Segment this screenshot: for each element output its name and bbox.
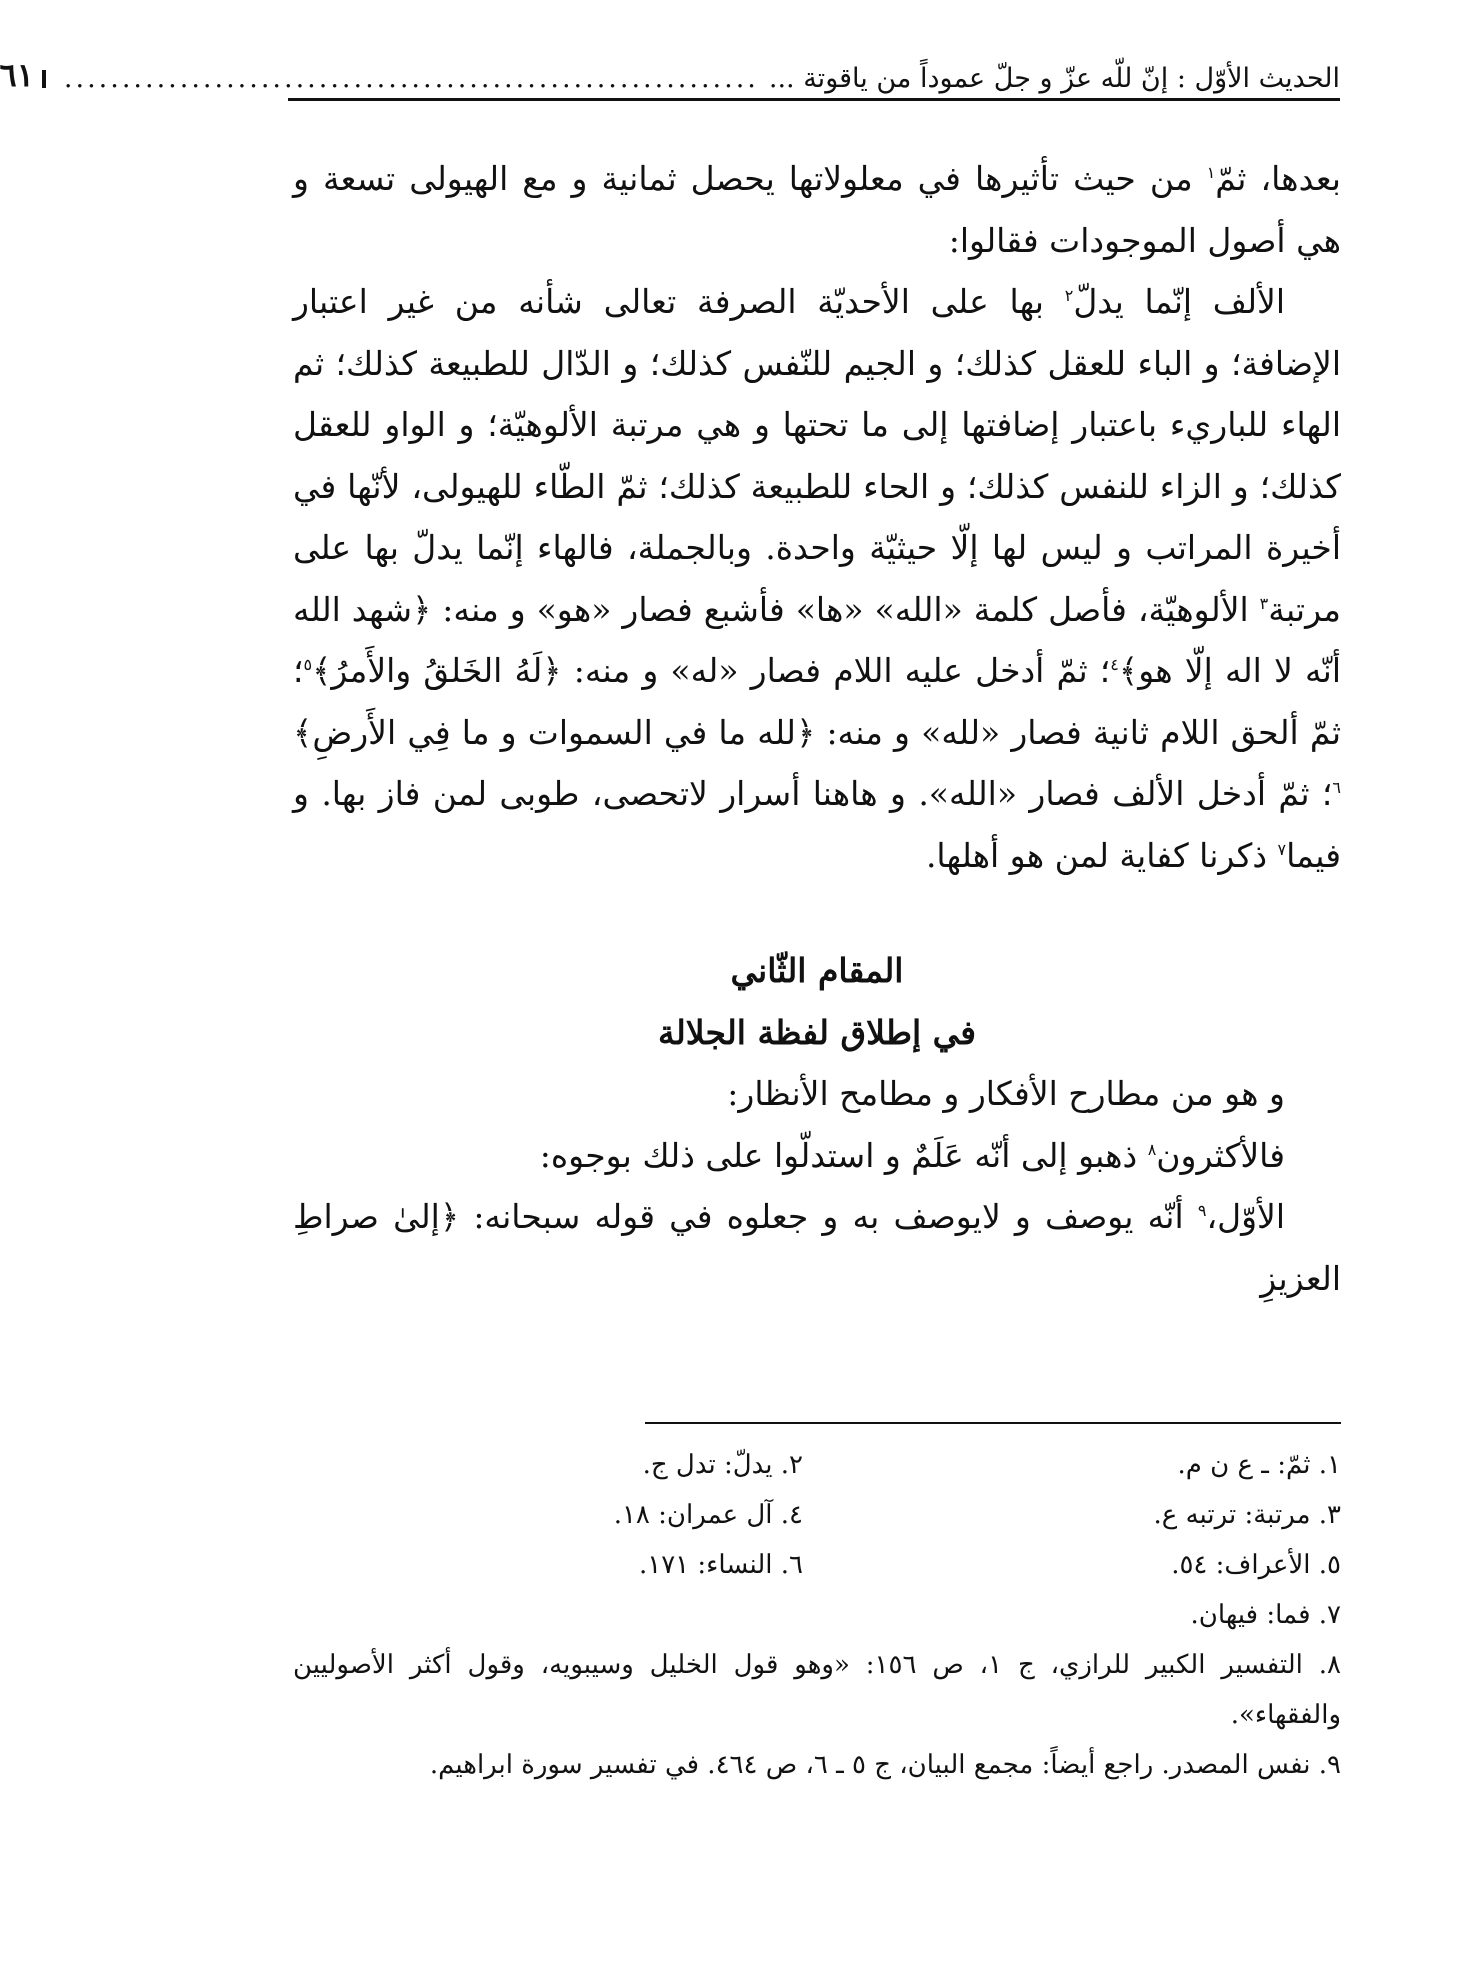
para1-start: بعدها، ثمّ [1215, 159, 1341, 198]
footnote-ref-7: ٧ [1277, 839, 1287, 859]
footnote-ref-4: ٤ [1110, 655, 1119, 674]
footnote-ref-2: ٢ [1064, 286, 1074, 305]
para2-d: ؛ ثمّ أدخل عليه اللام فصار «له» و منه: ﴿لَهُ الخَلقُ والأَمرُ﴾ [312, 651, 1111, 690]
para2-e: ؛ ثمّ ألحق اللام ثانية فصار «لله» و منه: ﴿لله ما في السموات و ما فِي الأَرضِ﴾ [293, 651, 1341, 752]
footnote-ref-1: ١ [1206, 163, 1216, 182]
paragraph-2 [293, 271, 1341, 886]
footnote-7: ٧. فما: فيهان. [1190, 1600, 1341, 1630]
para2-f: ؛ ثمّ أدخل الألف فصار «الله». و هاهنا أسرار لاتحصى، طوبى لمن فاز بها. و فيما [293, 774, 1341, 875]
para1-rest: من حيث تأثيرها في معلولاتها يحصل ثمانية و مع الهيولى تسعة و هي أصول الموجودات فقالوا: [293, 159, 1341, 260]
footnote-8: ٨. التفسير الكبير للرازي، ج ١، ص ١٥٦: «وهو قول الخليل وسيبويه، وقول أكثر الأصوليين والفقهاء». [293, 1650, 1342, 1730]
header-dot-leaders: ............................................................ [63, 63, 759, 94]
footnote-grid [293, 1440, 1341, 1590]
body-text [293, 148, 1341, 1309]
header-rule [288, 98, 1340, 101]
header-title: الحديث الأوّل : إنّ للّه عزّ و جلّ عموداً من ياقوتة ... [768, 63, 1340, 94]
footnote-9: ٩. نفس المصدر. راجع أيضاً: مجمع البيان، ج ٥ ـ ٦، ص ٤٦٤. في تفسير سورة ابراهيم. [429, 1750, 1341, 1780]
line3-a: الأوّل، [1206, 1197, 1285, 1236]
footnotes [293, 1440, 1341, 1790]
footnote-2: ٢. يدلّ: تدل ج. [642, 1450, 803, 1480]
footnote-4: ٤. آل عمران: ١٨. [613, 1500, 803, 1530]
footnote-ref-6: ٦ [1332, 778, 1341, 797]
section-line-2 [293, 1125, 1341, 1187]
footnote-5: ٥. الأعراف: ٥٤. [1171, 1550, 1341, 1580]
para2-g: ذكرنا كفاية لمن هو أهلها. [925, 835, 1278, 875]
footnote-rule [645, 1422, 1341, 1424]
footnote-ref-8: ٨ [1147, 1139, 1157, 1159]
para2-c: الألوهيّة، فأصل كلمة «الله» «ها» فأشبع فصار «هو» و منه: ﴿شهد الله أنّه لا اله إلّا هو﴾ [293, 589, 1342, 690]
footnote-ref-3: ٣ [1259, 593, 1269, 613]
footnote-6: ٦. النساء: ١٧١. [638, 1550, 803, 1580]
footnote-1: ١. ثمّ: ـ ع ن م. [1177, 1450, 1341, 1480]
section-body [293, 1063, 1341, 1309]
line3-b: أنّه يوصف و لايوصف به و جعلوه في قوله سبحانه: ﴿إلىٰ صراطِ العزيزِ [293, 1197, 1341, 1298]
para2-a: الألف إنّما يدلّ [1073, 282, 1286, 321]
header-square-icon [42, 70, 46, 88]
section-line-3 [293, 1186, 1341, 1309]
footnote-ref-5: ٥ [303, 655, 313, 674]
paragraph-1 [293, 148, 1341, 271]
section-line-1: و هو من مطارح الأفكار و مطامح الأنظار: [727, 1074, 1285, 1113]
footnote-ref-9: ٩ [1197, 1201, 1207, 1220]
para2-b: بها على الأحديّة الصرفة تعالى شأنه من غير اعتبار الإضافة؛ و الباء للعقل كذلك؛ و الجيم للنّفس كذلك؛ و الدّال للطبيعة كذلك؛ ثم الهاء للباريء باعتبار إضافتها إلى ما تحتها و هي مرتبة الألوهيّة؛ و الواو للعقل كذلك؛ و الزاء للنفس كذلك؛ و الحاء للطبيعة كذلك؛ ثمّ الطّاء للهيولى، لأنّها في أخيرة المراتب و ليس لها إلّا حيثيّة واحدة. وبالجملة، فالهاء إنّما يدلّ بها على مرتبة [293, 282, 1341, 629]
footnote-3: ٣. مرتبة: ترتبه ع. [1153, 1500, 1341, 1530]
section-title: المقام الثّاني [730, 951, 904, 990]
page-number: ٦١ [0, 56, 34, 94]
section-subtitle: في إطلاق لفظة الجلالة [658, 1012, 976, 1052]
running-header [0, 44, 1340, 94]
line2-b: ذهبو إلى أنّه عَلَمٌ و استدلّوا على ذلك بوجوه: [539, 1135, 1148, 1175]
line2-a: فالأكثرون [1156, 1135, 1285, 1175]
